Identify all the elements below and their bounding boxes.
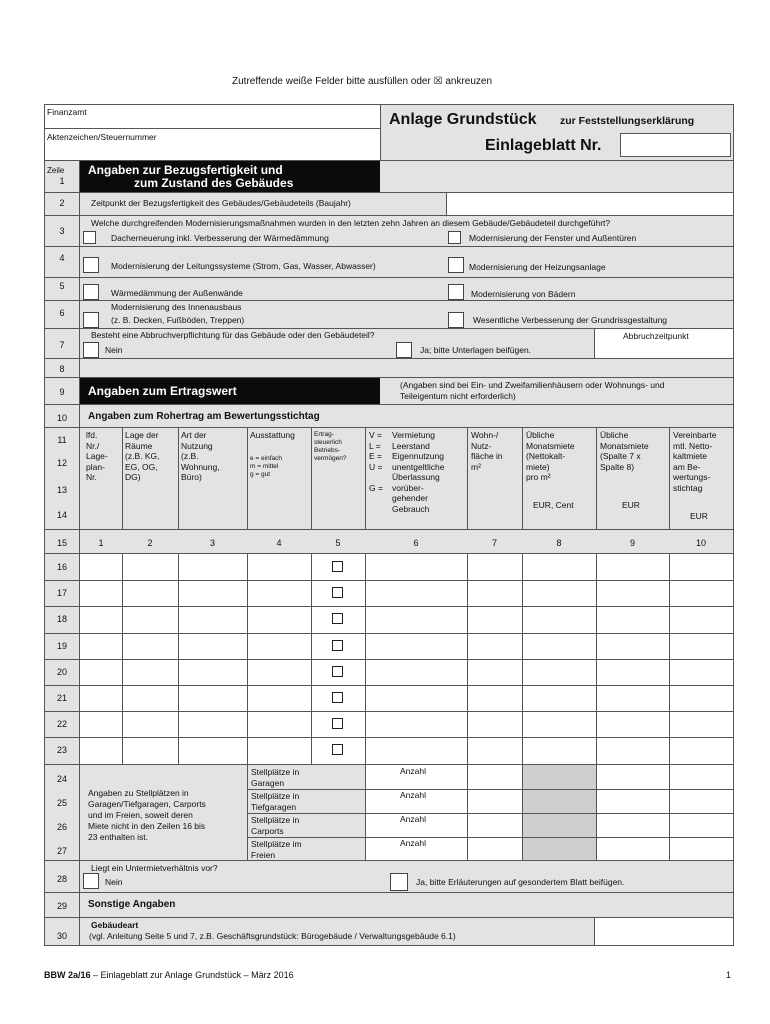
col1-header: lfd. Nr./ Lage- plan- Nr. (86, 430, 108, 482)
row-number-8: 8 (59, 364, 65, 374)
table-cell-row16-col2[interactable] (123, 554, 178, 579)
table-cell-row22-col6[interactable] (366, 711, 467, 736)
table-cell-row19-col6[interactable] (366, 633, 467, 658)
table-cell-row21-col8[interactable] (523, 685, 596, 710)
table-cell-row22-col1[interactable] (81, 711, 122, 736)
table-cell-row19-col7[interactable] (468, 633, 522, 658)
col3-header: Art der Nutzung (z.B. Wohnung, Büro) (181, 430, 220, 482)
table-cell-row20-col7[interactable] (468, 659, 522, 684)
col6-keys: V = L = E = U = G = (369, 430, 383, 493)
row-number-20: 20 (56, 667, 67, 677)
row-number-5: 5 (59, 281, 65, 291)
col2-header: Lage der Räume (z.B. KG, EG, OG, DG) (125, 430, 160, 482)
row-number-29: 29 (56, 901, 67, 911)
table-cell-row21-col7[interactable] (468, 685, 522, 710)
row-number-21: 21 (56, 693, 67, 703)
innenausbau-label-2: (z. B. Decken, Fußböden, Treppen) (111, 315, 245, 325)
section9-note-1: (Angaben sind bei Ein- und Zweifamilienhäusern oder Wohnungs- und (400, 380, 665, 390)
row-number-22: 22 (56, 719, 67, 729)
table-cell-row22-col7[interactable] (468, 711, 522, 736)
table-cell-row21-col1[interactable] (81, 685, 122, 710)
row-number-19: 19 (56, 641, 67, 651)
page-number: 1 (726, 970, 732, 980)
table-cell-row23-col3[interactable] (179, 737, 247, 763)
aktenzeichen-field[interactable] (45, 143, 380, 159)
table-cell-row22-col3[interactable] (179, 711, 247, 736)
betriebsvermoegen-checkbox[interactable] (332, 692, 343, 703)
table-cell-row22-col4[interactable] (248, 711, 311, 736)
column-number-3: 3 (209, 538, 215, 548)
row-number-16: 16 (56, 562, 67, 572)
row-number-17: 17 (56, 588, 67, 598)
table-cell-row16-col3[interactable] (179, 554, 247, 579)
abbruch-question: Besteht eine Abbruchverpflichtung für das Gebäude oder den Gebäudeteil? (91, 330, 375, 340)
untermiet-ja-label: Ja, bitte Erläuterungen auf gesondertem Blatt beifügen. (416, 877, 625, 887)
column-number-6: 6 (413, 538, 419, 548)
table-cell-row22-col10[interactable] (670, 711, 733, 736)
parking-description: Angaben zu Stellplätzen in Garagen/Tiefgaragen, Carports und im Freien, soweit deren Miete nicht in den Zeilen 16 bis 23 enthalten ist. (88, 788, 206, 842)
table-cell-row23-col1[interactable] (81, 737, 122, 763)
betriebsvermoegen-checkbox[interactable] (332, 744, 343, 755)
col5-header: Ertrag- steuerlich Betriebs- vermögen? (314, 431, 347, 462)
table-cell-row23-col7[interactable] (468, 737, 522, 763)
table-cell-row21-col9[interactable] (597, 685, 669, 710)
fenster-label: Modernisierung der Fenster und Außentüren (469, 233, 637, 243)
table-cell-row23-col9[interactable] (597, 737, 669, 763)
table-cell-row20-col6[interactable] (366, 659, 467, 684)
anzahl-field[interactable] (366, 824, 466, 836)
gebaeudeart-field[interactable] (595, 918, 733, 945)
aktenzeichen-label: Aktenzeichen/Steuernummer (47, 132, 157, 142)
table-cell-row23-col6[interactable] (366, 737, 467, 763)
anzahl-label: Anzahl (400, 790, 426, 800)
table-cell-row19-col4[interactable] (248, 633, 311, 658)
row-number-11: 11 (57, 435, 67, 445)
col8-header: Übliche Monatsmiete (Nettokalt- miete) pro m² (526, 430, 575, 482)
table-cell-row19-col10[interactable] (670, 633, 733, 658)
column-number-2: 2 (147, 538, 153, 548)
row-number-1: 1 (59, 176, 65, 186)
table-cell-row18-col7[interactable] (468, 606, 522, 632)
abbruch-nein-label: Nein (105, 345, 123, 355)
table-cell-row21-col2[interactable] (123, 685, 178, 710)
abbruchzeitpunkt-field[interactable] (595, 341, 733, 358)
row-number-26: 26 (56, 822, 67, 832)
rohertrag-title: Angaben zum Rohertrag am Bewertungsstichtag (88, 411, 320, 422)
column-number-5: 5 (335, 538, 341, 548)
table-cell-row17-col3[interactable] (179, 580, 247, 605)
gebaeudeart-title: Gebäudeart (91, 920, 139, 930)
table-cell-row17-col6[interactable] (366, 580, 467, 605)
gebaeudeart-text: (vgl. Anleitung Seite 5 und 7, z.B. Geschäftsgrundstück: Bürogebäude / Verwaltungsgebäude 6.1) (89, 931, 456, 941)
footer-text: BBW 2a/16 – Einlageblatt zur Anlage Grundstück – März 2016 (44, 970, 294, 980)
table-cell-row17-col10[interactable] (670, 580, 733, 605)
anzahl-field[interactable] (366, 776, 466, 788)
leitungssysteme-label: Modernisierung der Leitungssysteme (Strom, Gas, Wasser, Abwasser) (111, 261, 376, 271)
table-cell-row23-col2[interactable] (123, 737, 178, 763)
anzahl-field[interactable] (366, 800, 466, 812)
table-cell-row18-col6[interactable] (366, 606, 467, 632)
zeile-label: Zeile (47, 166, 65, 175)
table-cell-row16-col10[interactable] (670, 554, 733, 579)
column-number-10: 10 (695, 538, 706, 548)
parking-type-label: Stellplätze in Tiefgaragen (251, 791, 300, 812)
col9-unit: EUR (622, 500, 640, 510)
einlageblatt-number-field[interactable] (620, 133, 731, 157)
betriebsvermoegen-checkbox[interactable] (332, 613, 343, 624)
column-number-4: 4 (276, 538, 282, 548)
table-cell-row23-col4[interactable] (248, 737, 311, 763)
column-number-7: 7 (491, 538, 497, 548)
form-title: Anlage Grundstück (389, 111, 537, 128)
table-cell-row17-col8[interactable] (523, 580, 596, 605)
row-number-24: 24 (56, 774, 67, 784)
table-cell-row20-col2[interactable] (123, 659, 178, 684)
grundriss-checkbox[interactable] (448, 312, 464, 328)
abbruch-ja-label: Ja; bitte Unterlagen beifügen. (420, 345, 532, 355)
row-number-4: 4 (59, 253, 65, 263)
betriebsvermoegen-checkbox[interactable] (332, 561, 343, 572)
col4-legend: e = einfach m = mittel g = gut (250, 455, 282, 478)
row-number-13: 13 (56, 485, 67, 495)
dacherneuerung-label: Dacherneuerung inkl. Verbesserung der Wärmedämmung (111, 233, 329, 243)
table-cell-row22-col8[interactable] (523, 711, 596, 736)
table-cell-row19-col2[interactable] (123, 633, 178, 658)
row-number-27: 27 (56, 846, 67, 856)
row-number-7: 7 (59, 340, 65, 350)
column-number-9: 9 (629, 538, 635, 548)
untermiet-ja-checkbox[interactable] (390, 873, 408, 891)
row-number-10: 10 (56, 413, 67, 423)
column-number-8: 8 (556, 538, 562, 548)
baujahr-label: Zeitpunkt der Bezugsfertigkeit des Gebäudes/Gebäudeteils (Baujahr) (91, 198, 351, 208)
heizungsanlage-checkbox[interactable] (448, 257, 464, 273)
table-cell-row20-col3[interactable] (179, 659, 247, 684)
row-number-14: 14 (56, 510, 67, 520)
finanzamt-field[interactable] (45, 117, 380, 128)
table-cell-row18-col8[interactable] (523, 606, 596, 632)
table-cell-row23-col8[interactable] (523, 737, 596, 763)
row-number-25: 25 (56, 798, 67, 808)
col10-unit: EUR (690, 511, 708, 521)
table-cell-row19-col3[interactable] (179, 633, 247, 658)
table-cell-row20-col9[interactable] (597, 659, 669, 684)
table-cell-row23-col10[interactable] (670, 737, 733, 763)
table-cell-row17-col9[interactable] (597, 580, 669, 605)
col10-header: Vereinbarte mtl. Netto- kaltmiete am Be- wertungs- stichtag (673, 430, 717, 493)
betriebsvermoegen-checkbox[interactable] (332, 587, 343, 598)
innenausbau-label-1: Modernisierung des Innenausbaus (111, 302, 242, 312)
table-cell-row18-col4[interactable] (248, 606, 311, 632)
section1-title-line1: Angaben zur Bezugsfertigkeit und (88, 163, 283, 177)
table-cell-row20-col10[interactable] (670, 659, 733, 684)
table-cell-row20-col4[interactable] (248, 659, 311, 684)
parking-type-label: Stellplätze in Carports (251, 815, 300, 836)
abbruch-ja-checkbox[interactable] (396, 342, 412, 358)
baujahr-field[interactable] (447, 193, 733, 215)
column-number-1: 1 (98, 538, 104, 548)
sonstige-angaben-title: Sonstige Angaben (88, 899, 176, 910)
table-cell-row21-col3[interactable] (179, 685, 247, 710)
section1-title-line2: zum Zustand des Gebäudes (134, 176, 294, 190)
table-cell-row16-col8[interactable] (523, 554, 596, 579)
row-number-2: 2 (59, 198, 65, 208)
row-number-28: 28 (56, 874, 67, 884)
row-number-12: 12 (56, 458, 67, 468)
heizungsanlage-label: Modernisierung der Heizungsanlage (469, 262, 606, 272)
table-cell-row19-col9[interactable] (597, 633, 669, 658)
table-cell-row17-col2[interactable] (123, 580, 178, 605)
section9-title: Angaben zum Ertragswert (88, 384, 237, 398)
table-cell-row22-col9[interactable] (597, 711, 669, 736)
row-number-3: 3 (59, 226, 65, 236)
form-subtitle: zur Feststellungserklärung (560, 115, 695, 127)
col9-header: Übliche Monatsmiete (Spalte 7 x Spalte 8) (600, 430, 649, 472)
table-cell-row20-col1[interactable] (81, 659, 122, 684)
table-cell-row17-col7[interactable] (468, 580, 522, 605)
instruction-text: Zutreffende weiße Felder bitte ausfüllen oder ☒ ankreuzen (232, 76, 493, 87)
innenausbau-checkbox[interactable] (83, 312, 99, 328)
row-number-9: 9 (59, 387, 65, 397)
row-number-18: 18 (56, 614, 67, 624)
table-cell-row21-col6[interactable] (366, 685, 467, 710)
waermedaemmung-label: Wärmedämmung der Außenwände (111, 288, 243, 298)
table-cell-row19-col1[interactable] (81, 633, 122, 658)
abbruchzeitpunkt-label: Abbruchzeitpunkt (623, 331, 689, 341)
table-cell-row21-col10[interactable] (670, 685, 733, 710)
betriebsvermoegen-checkbox[interactable] (332, 718, 343, 729)
row-number-15: 15 (56, 538, 67, 548)
row-number-6: 6 (59, 308, 65, 318)
anzahl-field[interactable] (366, 848, 466, 860)
row-number-23: 23 (56, 745, 67, 755)
parking-type-label: Stellplätze im Freien (251, 839, 302, 860)
table-cell-row16-col9[interactable] (597, 554, 669, 579)
einlageblatt-label: Einlageblatt Nr. (485, 137, 602, 154)
table-cell-row16-col1[interactable] (81, 554, 122, 579)
table-cell-row22-col2[interactable] (123, 711, 178, 736)
row-number-30: 30 (56, 931, 67, 941)
table-cell-row18-col10[interactable] (670, 606, 733, 632)
section9-note-2: Teileigentum nicht erforderlich) (400, 391, 516, 401)
table-cell-row21-col4[interactable] (248, 685, 311, 710)
untermiet-question: Liegt ein Untermietverhältnis vor? (91, 863, 218, 873)
table-cell-row19-col8[interactable] (523, 633, 596, 658)
table-cell-row16-col6[interactable] (366, 554, 467, 579)
baeder-checkbox[interactable] (448, 284, 464, 300)
leitungssysteme-checkbox[interactable] (83, 257, 99, 273)
table-cell-row20-col8[interactable] (523, 659, 596, 684)
col6-values: Vermietung Leerstand Eigennutzung unentgeltliche Überlassung vorüber- gehender Gebrauch (392, 430, 445, 514)
anzahl-label: Anzahl (400, 838, 426, 848)
table-cell-row18-col9[interactable] (597, 606, 669, 632)
table-cell-row16-col7[interactable] (468, 554, 522, 579)
betriebsvermoegen-checkbox[interactable] (332, 640, 343, 651)
table-cell-row18-col3[interactable] (179, 606, 247, 632)
col7-header: Wohn-/ Nutz- fläche in m² (471, 430, 503, 472)
table-cell-row16-col4[interactable] (248, 554, 311, 579)
waermedaemmung-checkbox[interactable] (83, 284, 99, 300)
dacherneuerung-checkbox[interactable] (83, 231, 96, 244)
anzahl-label: Anzahl (400, 766, 426, 776)
table-cell-row18-col2[interactable] (123, 606, 178, 632)
modernisierung-question: Welche durchgreifenden Modernisierungsmaßnahmen wurden in den letzten zehn Jahren an diesem Gebäude/Gebäudeteil durchgeführt? (91, 218, 611, 228)
baeder-label: Modernisierung von Bädern (471, 289, 576, 299)
abbruch-nein-checkbox[interactable] (83, 342, 99, 358)
col4-header: Ausstattung (250, 430, 295, 440)
finanzamt-label: Finanzamt (47, 107, 87, 117)
fenster-checkbox[interactable] (448, 231, 461, 244)
untermiet-nein-label: Nein (105, 877, 123, 887)
table-cell-row17-col4[interactable] (248, 580, 311, 605)
anzahl-label: Anzahl (400, 814, 426, 824)
betriebsvermoegen-checkbox[interactable] (332, 666, 343, 677)
col8-unit: EUR, Cent (533, 500, 574, 510)
untermiet-nein-checkbox[interactable] (83, 873, 99, 889)
table-cell-row18-col1[interactable] (81, 606, 122, 632)
table-cell-row17-col1[interactable] (81, 580, 122, 605)
grundriss-label: Wesentliche Verbesserung der Grundrissgestaltung (473, 315, 668, 325)
parking-type-label: Stellplätze in Garagen (251, 767, 300, 788)
